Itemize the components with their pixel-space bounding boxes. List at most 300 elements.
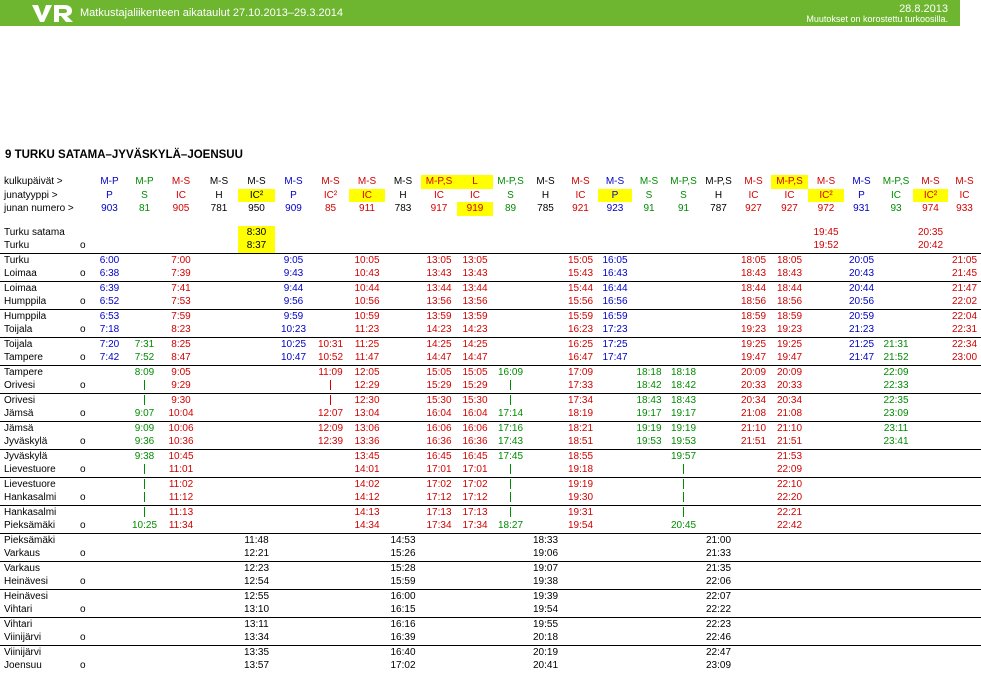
time-cell bbox=[913, 309, 948, 323]
time-cell: 18:59 bbox=[771, 309, 808, 323]
time-cell bbox=[275, 631, 312, 645]
time-cell: 18:59 bbox=[736, 309, 771, 323]
time-cell bbox=[701, 226, 736, 240]
time-cell: 13:43 bbox=[462, 268, 488, 279]
time-cell bbox=[771, 226, 808, 240]
time-cell: IC bbox=[434, 189, 444, 201]
arrival-marker bbox=[80, 421, 92, 435]
station-label: Toijala bbox=[0, 337, 80, 351]
time-cell bbox=[238, 337, 275, 351]
pass-through-bar bbox=[127, 393, 162, 407]
time-cell bbox=[457, 575, 493, 589]
time-cell bbox=[528, 477, 563, 491]
time-cell bbox=[701, 323, 736, 337]
publish-date: 28.8.2013 bbox=[899, 3, 948, 15]
time-cell bbox=[528, 323, 563, 337]
time-cell: 17:01 bbox=[426, 464, 452, 475]
time-cell: 12:07 bbox=[317, 408, 344, 419]
time-cell bbox=[666, 533, 701, 547]
time-cell bbox=[421, 603, 457, 617]
time-cell bbox=[666, 323, 701, 337]
time-cell: H bbox=[714, 189, 723, 201]
arrival-marker bbox=[80, 477, 92, 491]
time-cell: 17:23 bbox=[602, 324, 628, 335]
time-cell bbox=[771, 239, 808, 253]
time-cell: 17:33 bbox=[567, 380, 594, 391]
time-cell bbox=[598, 631, 632, 645]
time-cell bbox=[632, 463, 666, 477]
pass-through-bar bbox=[493, 477, 528, 491]
time-cell bbox=[528, 407, 563, 421]
time-cell bbox=[808, 281, 844, 295]
time-cell bbox=[844, 533, 879, 547]
time-cell bbox=[421, 589, 457, 603]
time-cell bbox=[493, 309, 528, 323]
time-cell: 7:31 bbox=[127, 337, 162, 351]
time-cell bbox=[457, 239, 493, 253]
time-cell bbox=[598, 603, 632, 617]
arrival-marker bbox=[80, 449, 92, 463]
time-cell bbox=[701, 351, 736, 365]
time-cell bbox=[349, 575, 385, 589]
time-cell bbox=[948, 393, 981, 407]
time-cell: S bbox=[507, 189, 514, 201]
time-cell bbox=[913, 323, 948, 337]
time-cell bbox=[275, 645, 312, 659]
table-row bbox=[0, 202, 981, 216]
time-cell: M-S bbox=[247, 176, 266, 187]
time-cell bbox=[666, 239, 701, 253]
time-cell bbox=[948, 491, 981, 505]
time-cell bbox=[879, 547, 913, 561]
time-cell bbox=[92, 393, 127, 407]
time-cell: 17:12 bbox=[426, 492, 452, 503]
time-cell bbox=[844, 393, 879, 407]
time-cell bbox=[162, 561, 200, 575]
time-cell bbox=[771, 589, 808, 603]
table-row bbox=[0, 435, 981, 449]
time-cell bbox=[844, 463, 879, 477]
time-cell: 21:31 bbox=[879, 337, 913, 351]
time-cell bbox=[563, 645, 598, 659]
time-cell: 917 bbox=[430, 203, 448, 214]
time-cell bbox=[736, 449, 771, 463]
time-cell: S bbox=[645, 189, 653, 201]
time-cell: 11:47 bbox=[354, 352, 380, 363]
time-cell: 8:25 bbox=[162, 337, 200, 351]
time-cell: 8:37 bbox=[238, 239, 275, 253]
time-cell: 19:17 bbox=[670, 408, 697, 419]
time-cell bbox=[736, 603, 771, 617]
arrival-marker bbox=[80, 505, 92, 519]
time-cell: 10:45 bbox=[162, 449, 200, 463]
time-cell: 19:19 bbox=[632, 421, 666, 435]
time-cell bbox=[632, 589, 666, 603]
time-cell: 10:44 bbox=[349, 281, 385, 295]
time-cell bbox=[598, 519, 632, 533]
table-row bbox=[0, 477, 981, 491]
time-cell bbox=[563, 561, 598, 575]
time-cell: 13:06 bbox=[349, 421, 385, 435]
time-cell bbox=[528, 295, 563, 309]
arrival-marker: o bbox=[80, 380, 86, 391]
time-cell: 21:51 bbox=[776, 436, 803, 447]
time-cell bbox=[948, 505, 981, 519]
time-cell bbox=[92, 659, 127, 673]
time-cell bbox=[844, 589, 879, 603]
time-cell: 19:54 bbox=[567, 520, 594, 531]
time-cell: 13:57 bbox=[243, 660, 270, 671]
time-cell: 13:45 bbox=[349, 449, 385, 463]
time-cell: 18:05 bbox=[736, 253, 771, 267]
time-cell bbox=[312, 281, 349, 295]
time-cell: 23:09 bbox=[883, 408, 909, 419]
time-cell bbox=[598, 505, 632, 519]
time-cell bbox=[200, 547, 238, 561]
time-cell bbox=[948, 226, 981, 240]
time-cell: 10:52 bbox=[317, 352, 344, 363]
time-cell bbox=[92, 547, 127, 561]
time-cell: 11:48 bbox=[238, 533, 275, 547]
time-cell bbox=[457, 659, 493, 673]
time-cell bbox=[598, 421, 632, 435]
time-cell: S bbox=[680, 189, 687, 201]
time-cell bbox=[312, 659, 349, 673]
time-cell: 17:12 bbox=[462, 492, 488, 503]
arrival-marker: o bbox=[80, 240, 86, 251]
time-cell: 17:02 bbox=[421, 477, 457, 491]
arrival-marker bbox=[80, 309, 92, 323]
time-cell: 18:05 bbox=[771, 253, 808, 267]
time-cell: 18:55 bbox=[563, 449, 598, 463]
time-cell bbox=[701, 477, 736, 491]
time-cell bbox=[598, 393, 632, 407]
time-cell: 13:59 bbox=[457, 309, 493, 323]
time-cell bbox=[736, 547, 771, 561]
time-cell bbox=[200, 603, 238, 617]
time-cell: 19:19 bbox=[666, 421, 701, 435]
time-cell bbox=[844, 575, 879, 589]
time-cell: 22:35 bbox=[879, 393, 913, 407]
time-cell bbox=[563, 589, 598, 603]
time-cell bbox=[736, 617, 771, 631]
time-cell: 19:53 bbox=[670, 436, 697, 447]
time-cell bbox=[598, 575, 632, 589]
time-cell bbox=[92, 421, 127, 435]
time-cell bbox=[879, 561, 913, 575]
time-cell: M-S bbox=[852, 176, 871, 187]
time-cell: 12:54 bbox=[243, 576, 270, 587]
time-cell: 21:25 bbox=[844, 337, 879, 351]
time-cell: 20:09 bbox=[736, 365, 771, 379]
time-cell bbox=[563, 533, 598, 547]
time-cell: 22:34 bbox=[948, 337, 981, 351]
time-cell bbox=[200, 365, 238, 379]
time-cell bbox=[598, 379, 632, 393]
time-cell: 22:07 bbox=[701, 589, 736, 603]
time-cell: 16:44 bbox=[598, 281, 632, 295]
time-cell bbox=[666, 659, 701, 673]
time-cell bbox=[385, 295, 421, 309]
time-cell: 8:47 bbox=[171, 352, 191, 363]
time-cell bbox=[808, 337, 844, 351]
time-cell bbox=[238, 323, 275, 337]
time-cell: 17:09 bbox=[563, 365, 598, 379]
time-cell bbox=[736, 645, 771, 659]
time-cell bbox=[844, 519, 879, 533]
pass-through-bar bbox=[493, 379, 528, 393]
time-cell bbox=[666, 589, 701, 603]
time-cell bbox=[598, 407, 632, 421]
time-cell bbox=[493, 226, 528, 240]
station-label: Jyväskylä bbox=[4, 436, 48, 447]
time-cell bbox=[808, 519, 844, 533]
time-cell bbox=[666, 253, 701, 267]
time-cell bbox=[771, 659, 808, 673]
station-label: Jyväskylä bbox=[0, 449, 80, 463]
station-label: Loimaa bbox=[0, 281, 80, 295]
time-cell: 89 bbox=[504, 203, 517, 214]
time-cell bbox=[238, 393, 275, 407]
time-cell bbox=[948, 589, 981, 603]
time-cell bbox=[349, 561, 385, 575]
time-cell bbox=[701, 449, 736, 463]
station-label: Heinävesi bbox=[0, 589, 80, 603]
time-cell bbox=[771, 547, 808, 561]
time-cell bbox=[701, 435, 736, 449]
time-cell: 16:56 bbox=[602, 296, 628, 307]
time-cell bbox=[127, 659, 162, 673]
time-cell bbox=[701, 379, 736, 393]
time-cell: 15:29 bbox=[426, 380, 452, 391]
time-cell: P bbox=[106, 189, 113, 201]
arrival-marker bbox=[80, 202, 92, 216]
time-cell: 16:15 bbox=[390, 604, 416, 615]
time-cell bbox=[127, 631, 162, 645]
time-cell bbox=[127, 253, 162, 267]
time-cell: 16:16 bbox=[385, 617, 421, 631]
time-cell: IC² bbox=[238, 189, 275, 203]
time-cell bbox=[632, 533, 666, 547]
time-cell bbox=[238, 267, 275, 281]
time-cell bbox=[913, 365, 948, 379]
table-row bbox=[0, 281, 981, 295]
time-cell bbox=[238, 519, 275, 533]
station-label: junan numero > bbox=[4, 203, 74, 214]
time-cell bbox=[162, 589, 200, 603]
time-cell bbox=[771, 617, 808, 631]
time-cell bbox=[632, 351, 666, 365]
time-cell: 11:23 bbox=[354, 324, 380, 335]
time-cell: M-S bbox=[284, 176, 303, 187]
time-cell bbox=[200, 253, 238, 267]
station-label: Pieksämäki bbox=[0, 533, 80, 547]
time-cell bbox=[808, 547, 844, 561]
time-cell bbox=[808, 449, 844, 463]
header-bar bbox=[0, 0, 960, 26]
time-cell bbox=[200, 309, 238, 323]
time-cell bbox=[528, 281, 563, 295]
time-cell: M-S bbox=[639, 176, 659, 187]
time-cell bbox=[632, 477, 666, 491]
table-row bbox=[0, 589, 981, 603]
table-row bbox=[0, 575, 981, 589]
time-cell bbox=[948, 365, 981, 379]
time-cell: 919 bbox=[457, 202, 493, 216]
arrival-marker: o bbox=[80, 464, 86, 475]
time-cell bbox=[913, 589, 948, 603]
time-cell bbox=[879, 533, 913, 547]
table-row bbox=[0, 519, 981, 533]
time-cell: 22:04 bbox=[948, 309, 981, 323]
time-cell bbox=[598, 547, 632, 561]
time-cell bbox=[200, 226, 238, 240]
pass-through-bar bbox=[312, 393, 349, 407]
time-cell: 19:47 bbox=[776, 352, 803, 363]
time-cell: 6:38 bbox=[99, 268, 120, 279]
time-cell bbox=[563, 631, 598, 645]
pass-through-line bbox=[683, 507, 684, 517]
time-cell: 7:52 bbox=[134, 352, 155, 363]
time-cell bbox=[312, 533, 349, 547]
time-cell bbox=[457, 617, 493, 631]
time-cell: 19:55 bbox=[528, 617, 563, 631]
time-cell: 20:59 bbox=[844, 309, 879, 323]
time-cell: 8:30 bbox=[238, 226, 275, 240]
time-cell: 18:27 bbox=[497, 520, 524, 531]
time-cell bbox=[913, 435, 948, 449]
time-cell bbox=[563, 617, 598, 631]
time-cell bbox=[844, 421, 879, 435]
time-cell: 19:30 bbox=[567, 492, 594, 503]
time-cell bbox=[421, 645, 457, 659]
time-cell: 18:19 bbox=[567, 408, 594, 419]
time-cell: 7:39 bbox=[171, 268, 191, 279]
time-cell: M-P bbox=[100, 176, 119, 187]
time-cell: 13:05 bbox=[457, 253, 493, 267]
time-cell bbox=[162, 645, 200, 659]
time-cell: 9:05 bbox=[162, 365, 200, 379]
time-cell: IC bbox=[470, 189, 480, 201]
time-cell: S bbox=[141, 189, 148, 201]
time-cell bbox=[92, 379, 127, 393]
time-cell bbox=[598, 239, 632, 253]
time-cell bbox=[92, 631, 127, 645]
time-cell bbox=[275, 519, 312, 533]
station-label: kulkupäivät > bbox=[4, 176, 63, 187]
station-label: Jämsä bbox=[0, 421, 80, 435]
station-label: Jämsä bbox=[4, 408, 34, 419]
time-cell bbox=[948, 533, 981, 547]
time-cell: 20:42 bbox=[917, 240, 944, 251]
station-label: Turku satama bbox=[4, 226, 65, 238]
time-cell bbox=[528, 435, 563, 449]
time-cell bbox=[312, 449, 349, 463]
time-cell bbox=[736, 533, 771, 547]
time-cell bbox=[493, 659, 528, 673]
station-label: Loimaa bbox=[4, 268, 37, 279]
time-cell bbox=[275, 226, 312, 240]
time-cell bbox=[92, 365, 127, 379]
time-cell: 15:59 bbox=[390, 576, 416, 587]
table-row bbox=[0, 617, 981, 631]
time-cell bbox=[948, 239, 981, 253]
arrival-marker: o bbox=[80, 408, 86, 419]
time-cell: 15:43 bbox=[567, 268, 594, 279]
time-cell: 15:28 bbox=[385, 561, 421, 575]
time-cell: 17:02 bbox=[390, 660, 416, 671]
time-cell bbox=[457, 533, 493, 547]
time-cell bbox=[200, 645, 238, 659]
station-label: Humppila bbox=[0, 309, 80, 323]
time-cell: 21:08 bbox=[740, 408, 767, 419]
time-cell bbox=[92, 239, 127, 253]
time-cell bbox=[385, 309, 421, 323]
time-cell bbox=[808, 435, 844, 449]
time-cell: 10:06 bbox=[162, 421, 200, 435]
table-row bbox=[0, 547, 981, 561]
time-cell bbox=[736, 491, 771, 505]
time-cell bbox=[349, 533, 385, 547]
time-cell: 22:42 bbox=[776, 520, 803, 531]
time-cell bbox=[771, 575, 808, 589]
time-cell: 783 bbox=[394, 203, 412, 214]
time-cell bbox=[528, 253, 563, 267]
time-cell: 7:41 bbox=[162, 281, 200, 295]
arrival-marker: o bbox=[80, 436, 86, 447]
vr-logo-icon bbox=[30, 2, 76, 24]
time-cell: 14:47 bbox=[462, 352, 488, 363]
time-cell bbox=[92, 463, 127, 477]
time-cell: 16:25 bbox=[563, 337, 598, 351]
time-cell: 903 bbox=[101, 203, 118, 214]
time-cell bbox=[92, 477, 127, 491]
pass-through-line bbox=[510, 395, 511, 405]
time-cell bbox=[666, 603, 701, 617]
time-cell bbox=[493, 631, 528, 645]
route-title: 9 TURKU SATAMA–JYVÄSKYLÄ–JOENSUU bbox=[5, 149, 243, 161]
time-cell: 19:38 bbox=[532, 576, 559, 587]
time-cell bbox=[701, 253, 736, 267]
time-cell: M-S bbox=[816, 176, 836, 187]
time-cell bbox=[238, 477, 275, 491]
time-cell: IC bbox=[748, 189, 759, 201]
time-cell bbox=[666, 337, 701, 351]
station-label: Viinijärvi bbox=[0, 645, 80, 659]
time-cell: 923 bbox=[606, 203, 624, 214]
time-cell bbox=[879, 267, 913, 281]
time-cell: 14:23 bbox=[426, 324, 452, 335]
time-cell: 22:33 bbox=[883, 380, 909, 391]
time-cell bbox=[666, 295, 701, 309]
time-cell bbox=[200, 379, 238, 393]
time-cell: 15:30 bbox=[457, 393, 493, 407]
time-cell bbox=[200, 421, 238, 435]
time-cell: 16:45 bbox=[457, 449, 493, 463]
time-cell: 17:34 bbox=[563, 393, 598, 407]
time-cell bbox=[771, 631, 808, 645]
time-cell: 19:54 bbox=[532, 604, 559, 615]
time-cell: IC bbox=[176, 189, 186, 201]
time-cell: 13:36 bbox=[354, 436, 380, 447]
time-cell bbox=[844, 365, 879, 379]
time-cell bbox=[913, 533, 948, 547]
time-cell: 18:42 bbox=[670, 380, 697, 391]
time-cell bbox=[421, 547, 457, 561]
time-cell: 19:23 bbox=[740, 324, 767, 335]
time-cell bbox=[528, 519, 563, 533]
time-cell bbox=[127, 603, 162, 617]
